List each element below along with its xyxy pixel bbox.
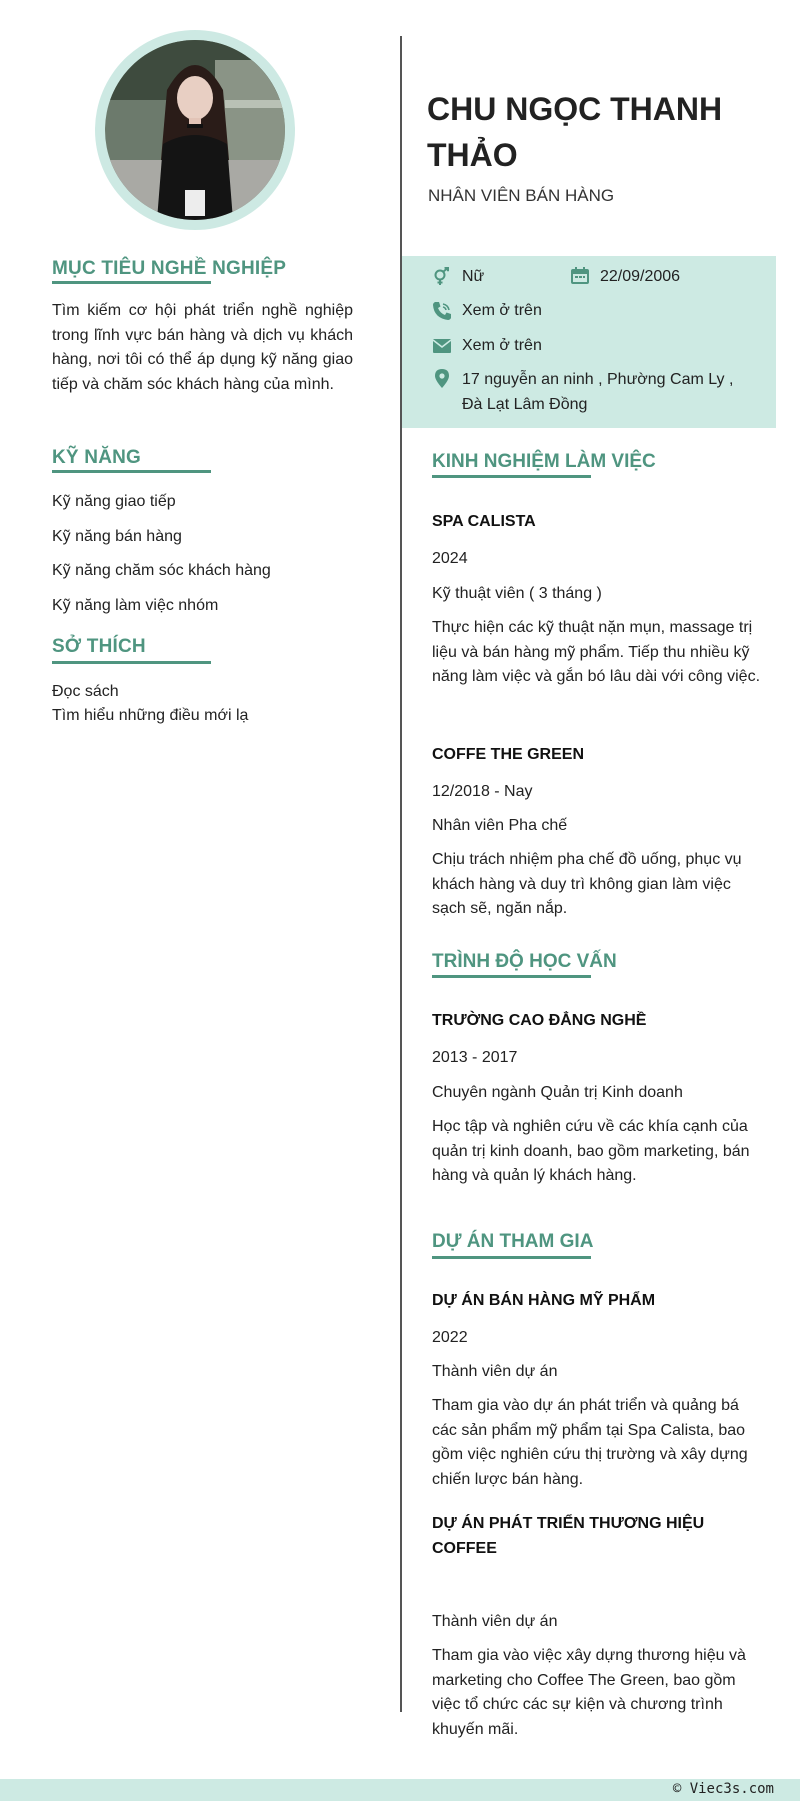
skills-underline (52, 470, 211, 473)
footer-bar (0, 1779, 800, 1801)
experience-org: SPA CALISTA (432, 513, 536, 530)
project-description: Tham gia vào việc xây dựng thương hiệu và marketing cho Coffee The Green, bao gồm việc tổ chức các sự kiện và chương trình khuyến mãi. (432, 1647, 746, 1738)
education-period: 2013 - 2017 (432, 1049, 518, 1066)
hobbies-underline (52, 661, 211, 664)
objective-underline (52, 281, 211, 284)
job-title: NHÂN VIÊN BÁN HÀNG (428, 186, 615, 205)
location-pin-icon (432, 368, 452, 388)
projects-underline (432, 1256, 591, 1259)
gender-text: Nữ (462, 268, 485, 285)
hobby-item: Tìm hiểu những điều mới lạ (52, 707, 249, 724)
education-title: TRÌNH ĐỘ HỌC VẤN (432, 951, 617, 972)
address-line-1: 17 nguyễn an ninh , Phường Cam Ly , (462, 371, 734, 388)
hobbies-title: SỞ THÍCH (52, 636, 146, 657)
education-description: Học tập và nghiên cứu về các khía cạnh của quản trị kinh doanh, bao gồm marketing, bán hàng và quản lý khách hàng. (432, 1118, 750, 1185)
experience-description: Thực hiện các kỹ thuật nặn mụn, massage trị liệu và bán hàng mỹ phẩm. Tiếp thu nhiều kỹ năng làm việc và gắn bó lâu dài với công việc. (432, 619, 761, 686)
address-line-2: Đà Lạt Lâm Đồng (462, 396, 588, 413)
calendar-icon (570, 266, 590, 286)
experience-period: 12/2018 - Nay (432, 783, 533, 800)
email-icon (432, 336, 452, 356)
project-role: Thành viên dự án (432, 1363, 558, 1380)
candidate-name: CHU NGỌC THANH THẢO (427, 91, 723, 173)
experience-role: Kỹ thuật viên ( 3 tháng ) (432, 585, 602, 602)
experience-org: COFFE THE GREEN (432, 746, 585, 763)
footer-watermark: © Viec3s.com (672, 1781, 774, 1797)
skills-title: KỸ NĂNG (52, 447, 142, 468)
objective-text: Tìm kiếm cơ hội phát triển nghề nghiệp trong lĩnh vực bán hàng và dịch vụ khách hàng, nơi tôi có thể áp dụng kỹ năng giao tiếp và chăm sóc khách hàng của mình. (52, 302, 353, 393)
avatar (105, 40, 285, 220)
project-role: Thành viên dự án (432, 1613, 558, 1630)
gender-icon (432, 267, 452, 287)
project-name: DỰ ÁN PHÁT TRIỂN THƯƠNG HIỆU COFFEE (432, 1515, 705, 1557)
education-school: TRƯỜNG CAO ĐẲNG NGHỀ (432, 1012, 647, 1029)
skill-item: Kỹ năng làm việc nhóm (52, 597, 219, 614)
hobby-item: Đọc sách (52, 683, 119, 700)
experience-description: Chịu trách nhiệm pha chế đồ uống, phục vụ khách hàng và duy trì không gian làm việc sạch sẽ, ngăn nắp. (432, 851, 742, 918)
skill-item: Kỹ năng giao tiếp (52, 493, 176, 510)
projects-title: DỰ ÁN THAM GIA (432, 1231, 594, 1252)
birthday-text: 22/09/2006 (600, 268, 681, 285)
project-description: Tham gia vào dự án phát triển và quảng bá các sản phẩm mỹ phẩm tại Spa Calista, bao gồm việc nghiên cứu thị trường và xây dựng chiến lược bán hàng. (432, 1397, 748, 1488)
skill-item: Kỹ năng chăm sóc khách hàng (52, 562, 271, 579)
email-text: Xem ở trên (462, 337, 542, 354)
phone-icon (432, 301, 452, 321)
experience-role: Nhân viên Pha chế (432, 817, 568, 834)
education-major: Chuyên ngành Quản trị Kinh doanh (432, 1084, 683, 1101)
phone-text: Xem ở trên (462, 302, 542, 319)
objective-title: MỤC TIÊU NGHỀ NGHIỆP (52, 258, 287, 279)
experience-period: 2024 (432, 550, 468, 567)
project-name: DỰ ÁN BÁN HÀNG MỸ PHẨM (432, 1292, 656, 1309)
contact-panel (402, 256, 776, 428)
education-underline (432, 975, 591, 978)
project-period: 2022 (432, 1329, 468, 1346)
skill-item: Kỹ năng bán hàng (52, 528, 182, 545)
experience-underline (432, 475, 591, 478)
experience-title: KINH NGHIỆM LÀM VIỆC (432, 451, 656, 472)
avatar-frame (95, 30, 295, 230)
